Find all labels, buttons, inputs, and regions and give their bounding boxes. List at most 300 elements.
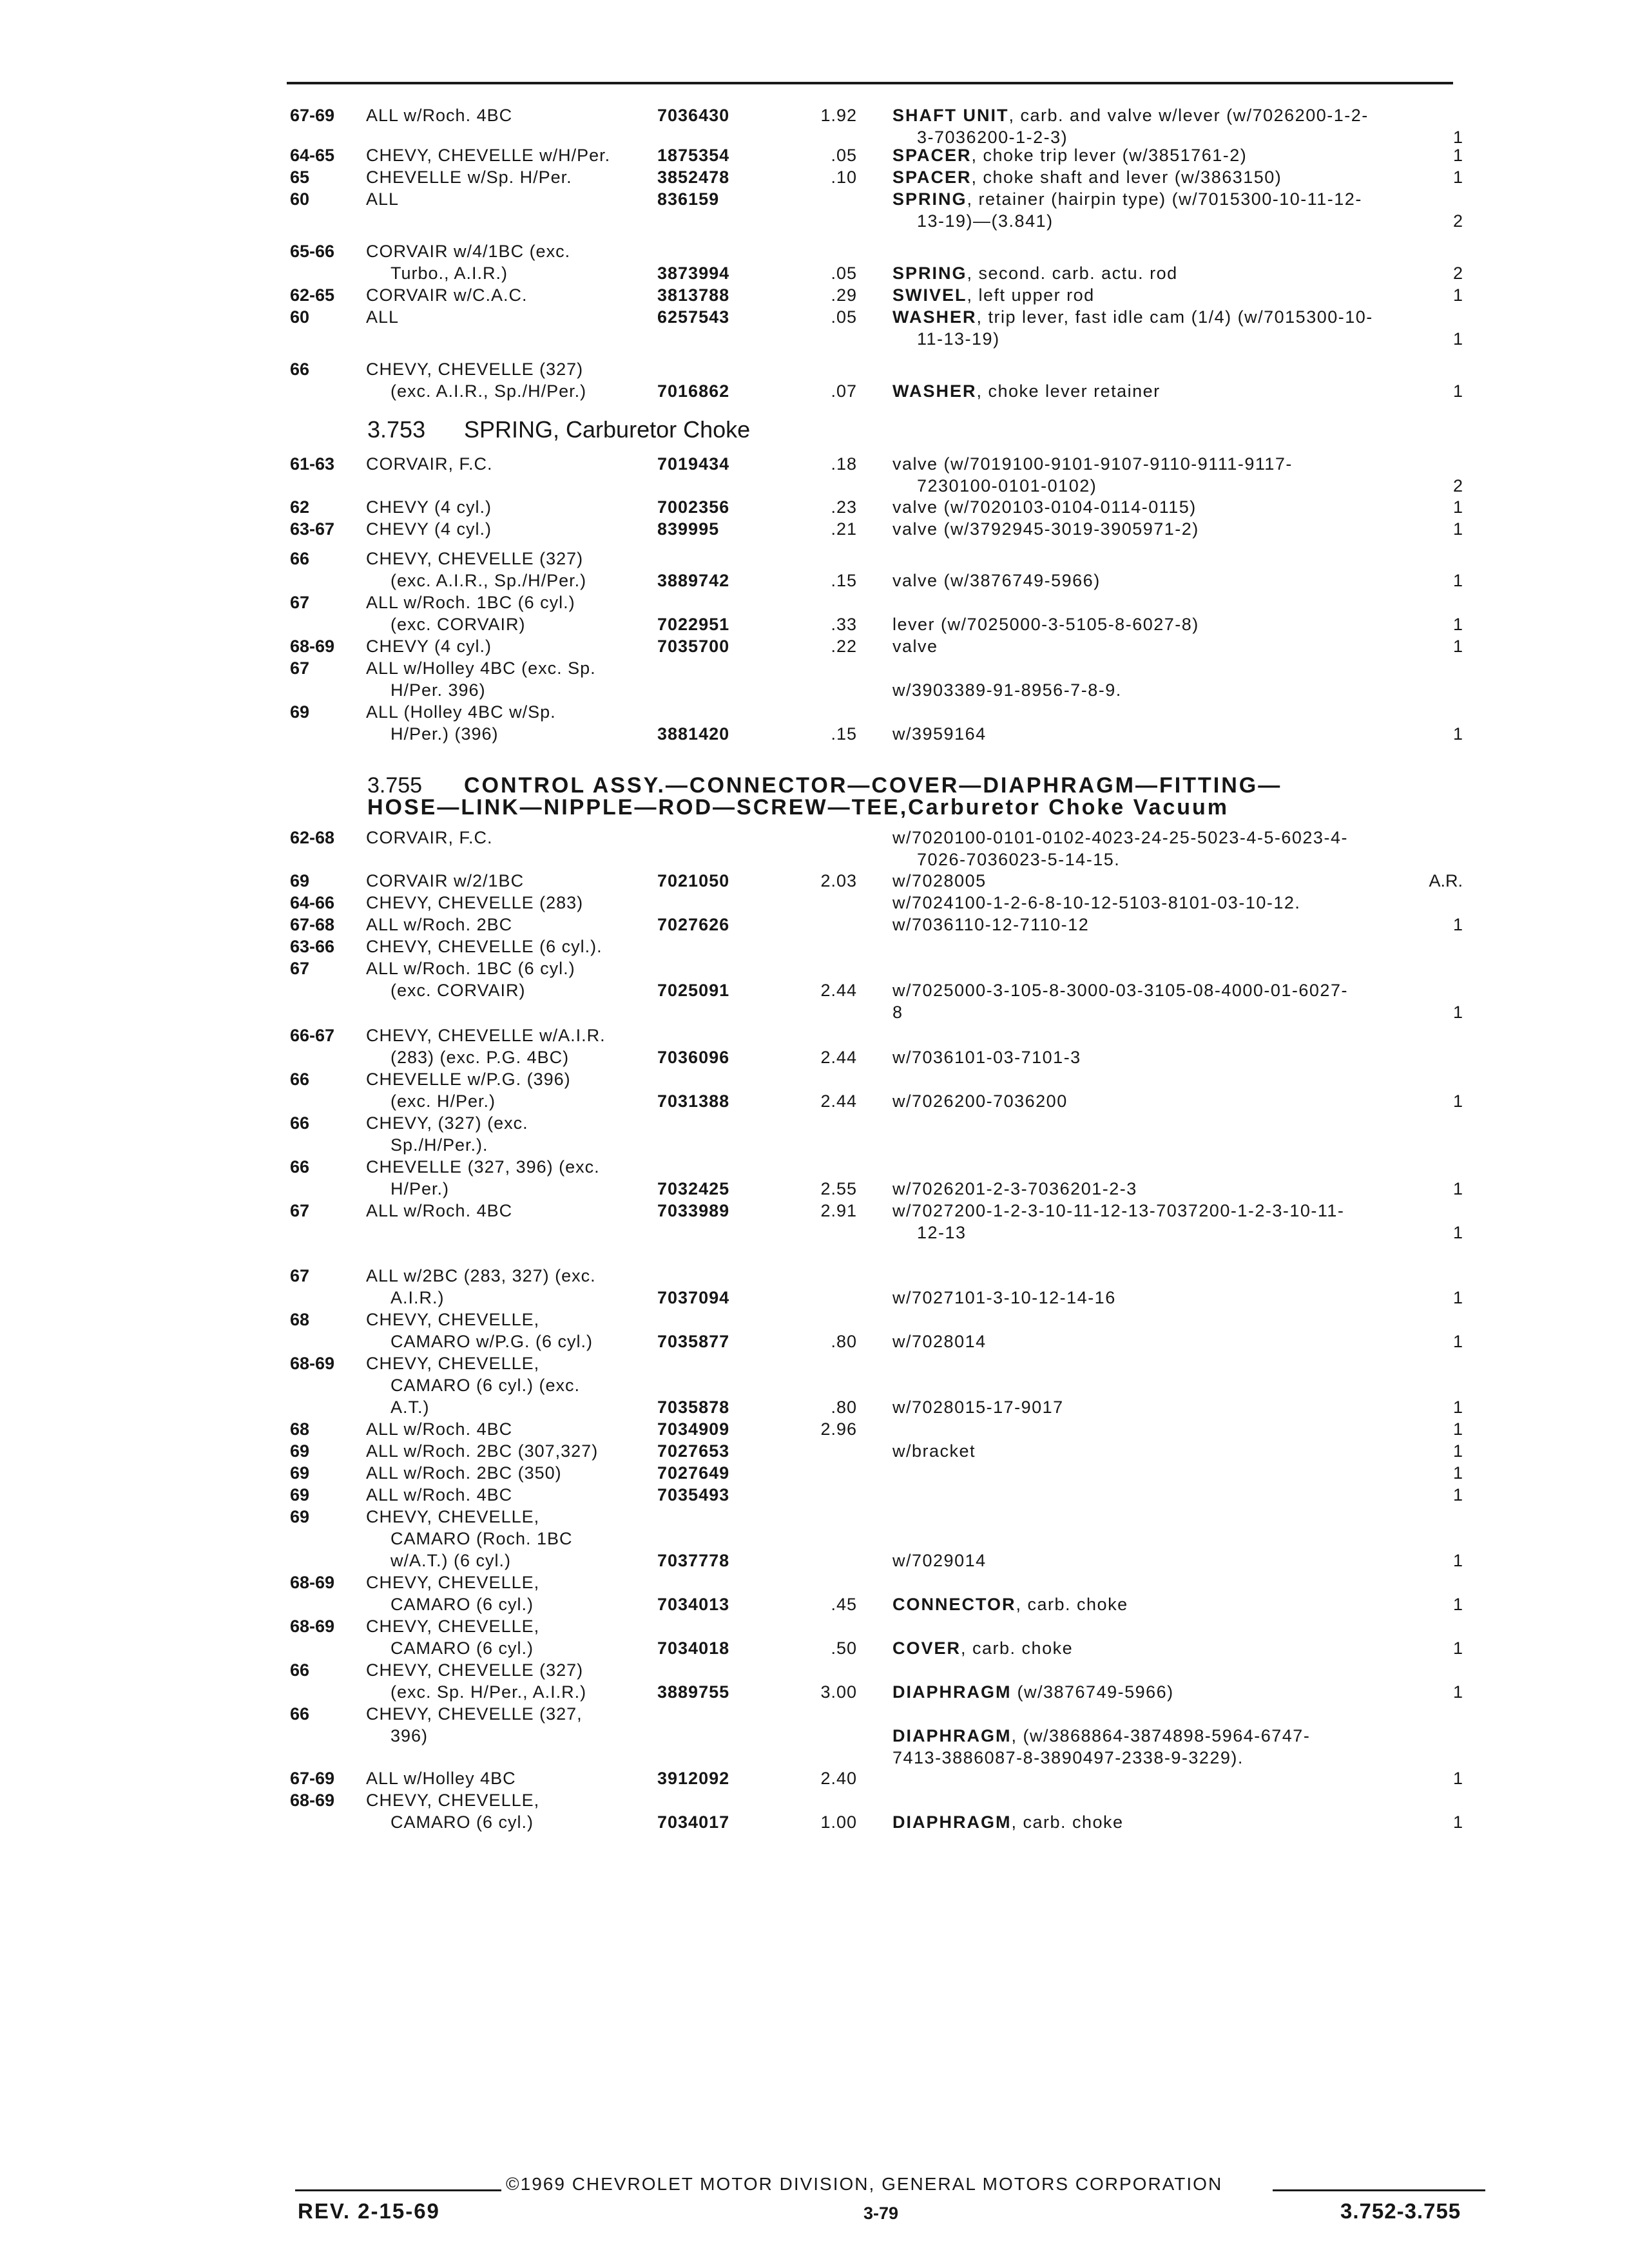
part-number: 7034018: [657, 1639, 730, 1658]
description-text: 3-7036200-1-2-3): [917, 128, 1068, 147]
description-text: 11-13-19): [917, 329, 1000, 349]
application-line: CHEVY, CHEVELLE (327): [366, 549, 584, 568]
description: [892, 1789, 1421, 1833]
part-number: 836159: [657, 189, 720, 209]
quantity: 1: [1452, 1288, 1463, 1307]
description: [892, 957, 1421, 1023]
description-text: w/7027200-1-2-3-10-11-12-13-7037200-1-2-3-10-11-: [892, 1201, 1345, 1220]
model-years: 64-66: [290, 893, 335, 912]
application-line: CAMARO w/P.G. (6 cyl.): [390, 1332, 593, 1351]
model-years: 69: [290, 702, 310, 722]
description-text: valve: [892, 637, 938, 656]
description-text: , choke trip lever (w/3851761-2): [971, 146, 1248, 165]
quantity: 1: [1452, 497, 1463, 517]
description-line: [892, 679, 1421, 701]
description: [892, 518, 1421, 540]
part-number: 7033989: [657, 1201, 730, 1220]
description: [892, 166, 1421, 188]
quantity: 1: [1452, 1551, 1463, 1570]
quantity: 1: [1452, 128, 1463, 147]
footer-rule-left: [295, 2189, 501, 2191]
list-price: .33: [831, 615, 857, 634]
application: [366, 496, 669, 518]
model-years: 69: [290, 1507, 310, 1526]
application: [366, 1156, 669, 1200]
list-price: 3.00: [820, 1682, 857, 1702]
list-price: 2.55: [820, 1179, 857, 1198]
list-price: 2.44: [820, 1048, 857, 1067]
description-line: [892, 1024, 1421, 1046]
list-price: 1.00: [820, 1812, 857, 1832]
model-years: 60: [290, 307, 310, 327]
description: [892, 591, 1421, 635]
application: [366, 144, 669, 166]
top-rule: [287, 82, 1453, 84]
description-text: w/7028014: [892, 1332, 987, 1351]
part-number: 7034013: [657, 1595, 730, 1614]
application-line: (283) (exc. P.G. 4BC): [390, 1048, 570, 1067]
description-line: [892, 657, 1421, 679]
model-years: 66: [290, 1660, 310, 1680]
application-line: CHEVELLE w/Sp. H/Per.: [366, 168, 572, 187]
description-line: [892, 1374, 1421, 1396]
model-years: 62-68: [290, 828, 335, 847]
part-number: 7022951: [657, 615, 730, 634]
application-line: ALL: [366, 307, 400, 327]
description-text: valve (w/7019100-9101-9107-9110-9111-9117-: [892, 454, 1293, 474]
list-price: .07: [831, 381, 857, 401]
quantity: 1: [1452, 1639, 1463, 1658]
model-years: 67: [290, 593, 310, 612]
part-number: 7036096: [657, 1048, 730, 1067]
description-line: [892, 1550, 1421, 1571]
model-years: 67: [290, 1201, 310, 1220]
part-number: 1875354: [657, 146, 730, 165]
application-line: CAMARO (6 cyl.): [390, 1595, 534, 1614]
description-text: 7413-3886087-8-3890497-2338-9-3229).: [892, 1748, 1244, 1767]
part-number: 7031388: [657, 1091, 730, 1111]
model-years: 68: [290, 1310, 310, 1329]
model-years: 69: [290, 1485, 310, 1504]
description: [892, 1068, 1421, 1112]
description: [892, 1156, 1421, 1200]
description-line: [892, 1615, 1421, 1637]
quantity: 1: [1452, 381, 1463, 401]
description-line: [892, 1001, 1421, 1023]
application: [366, 1484, 669, 1506]
application: [366, 240, 669, 284]
description-text: w/bracket: [892, 1441, 976, 1461]
application: [366, 166, 669, 188]
application: [366, 1309, 669, 1352]
part-number: 839995: [657, 519, 720, 539]
description-line: [892, 591, 1421, 613]
application-line: CHEVY (4 cyl.): [366, 519, 492, 539]
application-line: CHEVY, CHEVELLE,: [366, 1354, 540, 1373]
list-price: 2.40: [820, 1769, 857, 1788]
application-line: CHEVY, CHEVELLE,: [366, 1573, 540, 1592]
description-line: [892, 979, 1421, 1001]
description-line: [892, 1265, 1421, 1287]
description-text: valve (w/7020103-0104-0114-0115): [892, 497, 1197, 517]
page-number: 3-79: [863, 2204, 899, 2223]
description-line: [892, 701, 1421, 723]
description: [892, 284, 1421, 306]
part-name: CONNECTOR: [892, 1595, 1016, 1614]
description-line: [892, 518, 1421, 540]
application: [366, 518, 669, 540]
application-line: CAMARO (6 cyl.): [390, 1812, 534, 1832]
description: [892, 701, 1421, 745]
description-text: 7026-7036023-5-14-15.: [917, 850, 1121, 869]
description: [892, 188, 1421, 232]
description-line: [892, 166, 1421, 188]
application: [366, 358, 669, 402]
application: [366, 957, 669, 1001]
list-price: .05: [831, 264, 857, 283]
application-line: CHEVY, (327) (exc.: [366, 1113, 528, 1133]
description-line: [892, 188, 1421, 210]
description-text: w/7026201-2-3-7036201-2-3: [892, 1179, 1137, 1198]
description-line: [892, 1068, 1421, 1090]
list-price: .80: [831, 1332, 857, 1351]
description: [892, 1309, 1421, 1352]
description-text: , carb. choke: [1011, 1812, 1124, 1832]
application-line: A.T.): [390, 1398, 430, 1417]
section-heading-3755: [367, 773, 1282, 798]
application: [366, 936, 669, 957]
list-price: .10: [831, 168, 857, 187]
part-number: 6257543: [657, 307, 730, 327]
application-line: CORVAIR w/4/1BC (exc.: [366, 242, 571, 261]
application: [366, 892, 669, 914]
quantity: 1: [1452, 329, 1463, 349]
part-number: 7034909: [657, 1419, 730, 1439]
description-line: [892, 1440, 1421, 1462]
part-name: DIAPHRAGM: [892, 1726, 1012, 1745]
quantity: 1: [1452, 1682, 1463, 1702]
description: [892, 1265, 1421, 1309]
description-line: [892, 723, 1421, 745]
application-line: ALL w/Roch. 4BC: [366, 1485, 513, 1504]
part-number: 3889742: [657, 571, 730, 590]
model-years: 66: [290, 360, 310, 379]
part-name: WASHER: [892, 307, 977, 327]
application-line: CHEVY, CHEVELLE (327): [366, 360, 584, 379]
application: [366, 1200, 669, 1222]
model-years: 66: [290, 1704, 310, 1724]
description: [892, 240, 1421, 284]
description-line: [892, 613, 1421, 635]
part-number: 7037094: [657, 1288, 730, 1307]
application-line: CHEVY, CHEVELLE w/A.I.R.: [366, 1026, 606, 1045]
application-line: CHEVY, CHEVELLE (6 cyl.).: [366, 937, 602, 956]
quantity: 2: [1452, 476, 1463, 495]
model-years: 68-69: [290, 637, 335, 656]
description-text: , (w/3868864-3874898-5964-6747-: [1011, 1726, 1311, 1745]
description: [892, 1703, 1421, 1769]
application-line: H/Per. 396): [390, 680, 486, 700]
description-line: [892, 914, 1421, 936]
section-title: SPRING, Carburetor Choke: [464, 416, 751, 443]
description: [892, 1659, 1421, 1703]
application-line: 396): [390, 1726, 429, 1745]
application-line: w/A.T.) (6 cyl.): [390, 1551, 512, 1570]
application-line: CHEVY, CHEVELLE,: [366, 1310, 540, 1329]
model-years: 62-65: [290, 285, 335, 305]
description-text: w/7028015-17-9017: [892, 1398, 1064, 1417]
section-number: 3.755: [367, 773, 423, 798]
description-text: valve (w/3876749-5966): [892, 571, 1101, 590]
part-number: 7016862: [657, 381, 730, 401]
description-text: , choke shaft and lever (w/3863150): [971, 168, 1282, 187]
application: [366, 1789, 669, 1833]
description: [892, 1615, 1421, 1659]
description-line: [892, 1703, 1421, 1725]
quantity: 2: [1452, 264, 1463, 283]
description-text: w/7025000-3-105-8-3000-03-3105-08-4000-01-6027-: [892, 981, 1348, 1000]
quantity: 1: [1452, 1091, 1463, 1111]
section-title-line-1: CONTROL ASSY.—CONNECTOR—COVER—DIAPHRAGM—FITTING—: [464, 773, 1282, 798]
description-line: [892, 1506, 1421, 1528]
list-price: .50: [831, 1639, 857, 1658]
application: [366, 104, 669, 126]
application-line: H/Per.) (396): [390, 724, 499, 744]
quantity: 1: [1452, 571, 1463, 590]
description: [892, 914, 1421, 936]
section-title-line-2: HOSE—LINK—NIPPLE—ROD—SCREW—TEE,Carburetor Choke Vacuum: [367, 795, 1229, 820]
part-name: COVER: [892, 1639, 961, 1658]
description-text: , carb. choke: [961, 1639, 1074, 1658]
description-text: valve (w/3792945-3019-3905971-2): [892, 519, 1199, 539]
application-line: ALL w/Roch. 4BC: [366, 106, 513, 125]
description: [892, 827, 1421, 870]
part-name: SPACER: [892, 146, 972, 165]
description-line: [892, 1046, 1421, 1068]
description-text: w/7036110-12-7110-12: [892, 915, 1090, 934]
application: [366, 635, 669, 657]
model-years: 65-66: [290, 242, 335, 261]
list-price: .23: [831, 497, 857, 517]
description-line: [892, 548, 1421, 570]
application-line: Sp./H/Per.).: [390, 1135, 488, 1155]
application-line: (exc. H/Per.): [390, 1091, 496, 1111]
part-number: 3852478: [657, 168, 730, 187]
application-line: CHEVY, CHEVELLE (327): [366, 1660, 584, 1680]
application-line: A.I.R.): [390, 1288, 445, 1307]
part-name: SPRING: [892, 189, 967, 209]
list-price: 2.03: [820, 871, 857, 890]
part-number: 7034017: [657, 1812, 730, 1832]
description-line: [892, 570, 1421, 591]
application-line: CAMARO (6 cyl.): [390, 1639, 534, 1658]
model-years: 66: [290, 1113, 310, 1133]
model-years: 69: [290, 1463, 310, 1483]
list-price: .21: [831, 519, 857, 539]
application-line: CORVAIR, F.C.: [366, 828, 493, 847]
application: [366, 1462, 669, 1484]
description: [892, 870, 1421, 892]
description-line: [892, 496, 1421, 518]
application: [366, 1571, 669, 1615]
description-line: [892, 1593, 1421, 1615]
description-text: lever (w/7025000-3-5105-8-6027-8): [892, 615, 1199, 634]
model-years: 67-68: [290, 915, 335, 934]
description: [892, 1024, 1421, 1068]
part-number: 3813788: [657, 285, 730, 305]
description-text: w/3903389-91-8956-7-8-9.: [892, 680, 1122, 700]
application: [366, 453, 669, 475]
description-line: [892, 104, 1421, 126]
description: [892, 548, 1421, 591]
description-text: (w/3876749-5966): [1011, 1682, 1174, 1702]
description: [892, 1352, 1421, 1418]
list-price: .22: [831, 637, 857, 656]
application: [366, 548, 669, 591]
description-text: , choke lever retainer: [976, 381, 1161, 401]
footer-copyright: ©1969 CHEVROLET MOTOR DIVISION, GENERAL MOTORS CORPORATION: [506, 2174, 1223, 2194]
part-number: 7027649: [657, 1463, 730, 1483]
list-price: 2.44: [820, 981, 857, 1000]
part-name: WASHER: [892, 381, 977, 401]
description-line: [892, 240, 1421, 262]
description-line: [892, 306, 1421, 328]
description-line: [892, 453, 1421, 475]
application-line: CHEVY, CHEVELLE w/H/Per.: [366, 146, 611, 165]
description-line: [892, 1156, 1421, 1178]
application: [366, 1659, 669, 1703]
description-line: [892, 1681, 1421, 1703]
description-text: w/7027101-3-10-12-14-16: [892, 1288, 1116, 1307]
list-price: 2.44: [820, 1091, 857, 1111]
description-line: [892, 1200, 1421, 1222]
application-line: CHEVY, CHEVELLE,: [366, 1507, 540, 1526]
description-text: , left upper rod: [967, 285, 1095, 305]
description-line: [892, 262, 1421, 284]
application: [366, 284, 669, 306]
list-price: .05: [831, 146, 857, 165]
description-text: w/3959164: [892, 724, 987, 744]
application-line: CHEVY, CHEVELLE,: [366, 1617, 540, 1636]
application-line: CHEVELLE (327, 396) (exc.: [366, 1157, 600, 1177]
description-line: [892, 1331, 1421, 1352]
list-price: .18: [831, 454, 857, 474]
application-line: (exc. CORVAIR): [390, 615, 526, 634]
part-number: 7035700: [657, 637, 730, 656]
application-line: ALL: [366, 189, 400, 209]
description-text: , trip lever, fast idle cam (1/4) (w/7015300-10-: [976, 307, 1373, 327]
model-years: 60: [290, 189, 310, 209]
quantity: 2: [1452, 211, 1463, 231]
application-line: (exc. A.I.R., Sp./H/Per.): [390, 381, 587, 401]
part-name: SWIVEL: [892, 285, 967, 305]
application: [366, 914, 669, 936]
application-line: ALL (Holley 4BC w/Sp.: [366, 702, 556, 722]
description-line: [892, 284, 1421, 306]
description: [892, 496, 1421, 518]
description-line: [892, 849, 1421, 870]
application: [366, 657, 669, 701]
section-number: 3.753: [367, 416, 426, 443]
description-text: w/7020100-0101-0102-4023-24-25-5023-4-5-6023-4-: [892, 828, 1348, 847]
quantity: 1: [1452, 519, 1463, 539]
application-line: ALL w/Holley 4BC (exc. Sp.: [366, 658, 596, 678]
model-years: 62: [290, 497, 310, 517]
description: [892, 892, 1421, 914]
application-line: CORVAIR, F.C.: [366, 454, 493, 474]
description-line: [892, 144, 1421, 166]
application-line: CORVAIR w/2/1BC: [366, 871, 525, 890]
quantity: 1: [1452, 1441, 1463, 1461]
description-text: w/7036101-03-7101-3: [892, 1048, 1081, 1067]
quantity: 1: [1452, 285, 1463, 305]
quantity: 1: [1452, 1812, 1463, 1832]
description-text: 12-13: [917, 1223, 967, 1242]
part-name: SPRING: [892, 264, 967, 283]
application: [366, 591, 669, 635]
application-line: CHEVY (4 cyl.): [366, 497, 492, 517]
application-line: ALL w/Roch. 2BC (307,327): [366, 1441, 599, 1461]
application-line: (exc. Sp. H/Per., A.I.R.): [390, 1682, 587, 1702]
quantity: 1: [1452, 724, 1463, 744]
application-line: ALL w/Roch. 2BC: [366, 915, 513, 934]
description: [892, 1506, 1421, 1571]
part-number: 7035878: [657, 1398, 730, 1417]
section-heading-3753: [367, 418, 750, 442]
list-price: .80: [831, 1398, 857, 1417]
quantity: 1: [1452, 1003, 1463, 1022]
application-line: ALL w/Roch. 4BC: [366, 1201, 513, 1220]
quantity: 1: [1452, 637, 1463, 656]
quantity: 1: [1452, 168, 1463, 187]
description: [892, 104, 1421, 148]
model-years: 65: [290, 168, 310, 187]
footer-rule-right: [1273, 2189, 1485, 2191]
application: [366, 1024, 669, 1068]
description-text: , second. carb. actu. rod: [967, 264, 1178, 283]
application-line: CHEVY, CHEVELLE,: [366, 1791, 540, 1810]
application-line: (exc. CORVAIR): [390, 981, 526, 1000]
description: [892, 635, 1421, 657]
application: [366, 701, 669, 745]
part-number: 7019434: [657, 454, 730, 474]
application-line: H/Per.): [390, 1179, 450, 1198]
description-line: [892, 210, 1421, 232]
description-text: 13-19)—(3.841): [917, 211, 1054, 231]
description-text: w/7024100-1-2-6-8-10-12-5103-8101-03-10-12.: [892, 893, 1301, 912]
description: [892, 453, 1421, 497]
description-line: [892, 1309, 1421, 1331]
description: [892, 358, 1421, 402]
application: [366, 1112, 669, 1156]
section-heading-3755-line-2: [367, 795, 1229, 820]
quantity: 1: [1452, 915, 1463, 934]
model-years: 67: [290, 1266, 310, 1285]
description-line: [892, 1352, 1421, 1374]
description-text: w/7028005: [892, 871, 987, 890]
application: [366, 188, 669, 210]
list-price: 1.92: [820, 106, 857, 125]
list-price: .15: [831, 571, 857, 590]
description-line: [892, 1637, 1421, 1659]
description-text: , carb. choke: [1016, 1595, 1128, 1614]
list-price: 2.96: [820, 1419, 857, 1439]
model-years: 66: [290, 1070, 310, 1089]
list-price: 2.91: [820, 1201, 857, 1220]
application: [366, 1418, 669, 1440]
description-line: [892, 380, 1421, 402]
part-number: 7025091: [657, 981, 730, 1000]
